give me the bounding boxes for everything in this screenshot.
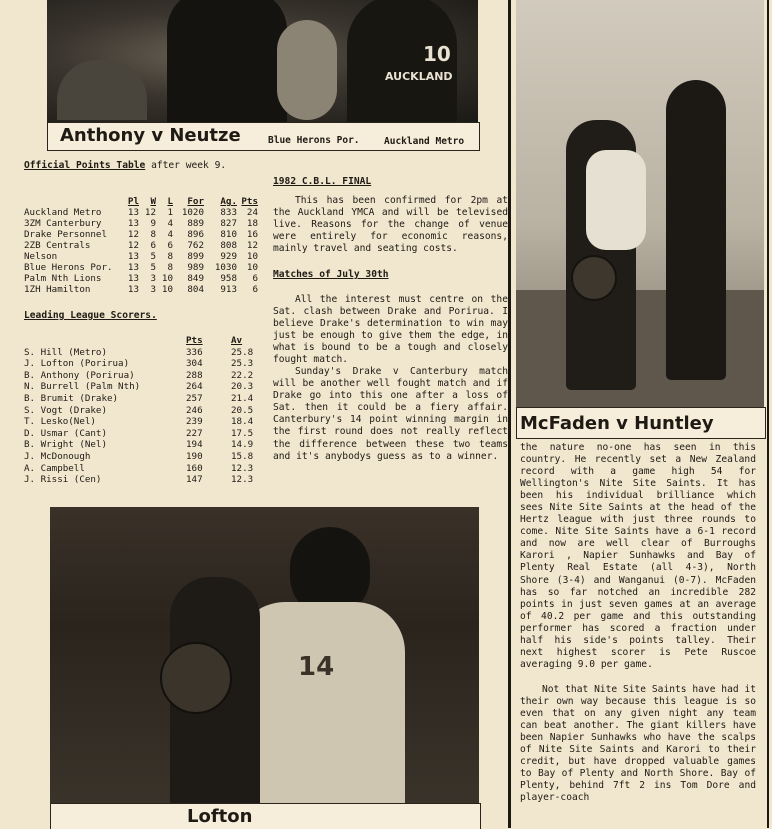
scorer-av: 14.9 bbox=[231, 439, 254, 451]
scorer-pts: 304 bbox=[186, 358, 203, 370]
scorer-av: 17.5 bbox=[231, 427, 254, 439]
scorer-av: 25.3 bbox=[231, 358, 254, 370]
table-cell: 12 bbox=[144, 207, 156, 218]
team-name: Nelson bbox=[24, 251, 58, 262]
table-row bbox=[24, 229, 261, 240]
table-cell: 6 bbox=[150, 240, 156, 251]
player-figure bbox=[167, 0, 287, 122]
list-item bbox=[24, 405, 261, 417]
team-name: 1ZH Hamilton bbox=[24, 284, 91, 295]
table-cell: 12 bbox=[127, 229, 139, 240]
scorer-name: B. Anthony (Porirua) bbox=[24, 369, 135, 381]
table-row bbox=[24, 251, 261, 262]
column-divider bbox=[508, 0, 511, 828]
scorer-name: A. Campbell bbox=[24, 462, 85, 474]
right-paragraph-1: the nature no-one has seen in this country. He recently set a New Zealand record with a game high 54 for Wellington's Nite Site Saints. It has been his individual brilliance which sees Nite Site Saints at the head of the Hertz league with just three rounds to come. Nite Site Saints have a 6-1 record and now are well clear of Burroughs Karori , Napier Sunhawks and Bay of Plenty Real Estate (all 4-3), North Shore (3-4) and Wanganui (0-7). McFaden has so far notched an incredible 282 points in just seven games at an average of 40.2 per game and this outstanding performer has scored a fraction under half his side's points talley. Their next highest scorer is Pete Ruscoe averaging 9.0 per game. bbox=[520, 442, 756, 670]
table-row bbox=[24, 262, 261, 273]
scorer-pts: 190 bbox=[186, 450, 203, 462]
scorer-pts: 288 bbox=[186, 369, 203, 381]
table-cell: 808 bbox=[220, 240, 237, 251]
table-cell: 13 bbox=[127, 251, 139, 262]
table-cell: 6 bbox=[252, 273, 258, 284]
table-cell: 810 bbox=[220, 229, 237, 240]
caption-title: Lofton bbox=[187, 806, 253, 827]
list-item bbox=[24, 416, 261, 428]
scorer-pts: 147 bbox=[186, 474, 203, 486]
scorer-av: 12.3 bbox=[231, 462, 254, 474]
points-table-header bbox=[24, 196, 261, 207]
jersey-text: AUCKLAND bbox=[385, 70, 453, 83]
table-cell: 899 bbox=[187, 251, 204, 262]
scorers-table bbox=[24, 335, 261, 486]
jersey-number: 10 bbox=[423, 42, 451, 66]
scorer-pts: 246 bbox=[186, 404, 203, 416]
scorer-name: J. McDonough bbox=[24, 450, 91, 462]
table-cell: 762 bbox=[187, 240, 204, 251]
table-cell: 13 bbox=[127, 218, 139, 229]
list-item bbox=[24, 393, 261, 405]
caption-anthony-neutze bbox=[47, 122, 480, 151]
scorers-header bbox=[24, 335, 261, 347]
caption-tag-right: Auckland Metro bbox=[384, 136, 465, 147]
table-cell: 1 bbox=[167, 207, 173, 218]
table-cell: 10 bbox=[161, 273, 173, 284]
points-table-title: Official Points Table bbox=[24, 160, 146, 171]
scorer-pts: 239 bbox=[186, 416, 203, 428]
scorer-name: J. Lofton (Porirua) bbox=[24, 358, 130, 370]
col-lost: L bbox=[167, 196, 173, 207]
table-cell: 13 bbox=[127, 262, 139, 273]
photo-lofton bbox=[50, 507, 479, 804]
table-cell: 5 bbox=[150, 251, 156, 262]
scorer-name: N. Burrell (Palm Nth) bbox=[24, 381, 141, 393]
scorer-av: 18.4 bbox=[231, 416, 254, 428]
col-pts: Pts bbox=[186, 335, 203, 346]
table-cell: 896 bbox=[187, 229, 204, 240]
table-row bbox=[24, 218, 261, 229]
basketball-icon bbox=[160, 642, 232, 714]
list-item bbox=[24, 463, 261, 475]
table-cell: 889 bbox=[187, 218, 204, 229]
caption-title: McFaden v Huntley bbox=[520, 413, 714, 434]
table-cell: 13 bbox=[127, 284, 139, 295]
team-name: Blue Herons Por. bbox=[24, 262, 113, 273]
photo-anthony-neutze bbox=[47, 0, 478, 122]
july-heading: Matches of July 30th bbox=[273, 269, 389, 280]
table-cell: 849 bbox=[187, 273, 204, 284]
table-cell: 10 bbox=[161, 284, 173, 295]
table-cell: 12 bbox=[127, 240, 139, 251]
table-row bbox=[24, 240, 261, 251]
scorer-pts: 257 bbox=[186, 392, 203, 404]
july-paragraph-2: Sunday's Drake v Canterbury match will be another well fought match and if Drake go into this one after a loss of Sat. then it could be a fiery affair. Canterbury's 14 point winning margin in the first round does not really reflect the difference between these two teams and it's anybodys guess as to a winner. bbox=[273, 366, 508, 462]
table-row bbox=[24, 284, 261, 295]
table-cell: 6 bbox=[252, 284, 258, 295]
table-cell: 1020 bbox=[181, 207, 204, 218]
team-name: Drake Personnel bbox=[24, 229, 107, 240]
list-item bbox=[24, 428, 261, 440]
court-floor bbox=[516, 290, 764, 407]
list-item bbox=[24, 370, 261, 382]
scorers-heading: Leading League Scorers. bbox=[24, 310, 157, 321]
scorer-av: 15.8 bbox=[231, 450, 254, 462]
table-cell: 12 bbox=[246, 240, 258, 251]
table-row bbox=[24, 207, 261, 218]
table-cell: 18 bbox=[246, 218, 258, 229]
scorer-pts: 264 bbox=[186, 381, 203, 393]
table-cell: 10 bbox=[246, 262, 258, 273]
list-item bbox=[24, 381, 261, 393]
jersey-number: 14 bbox=[298, 652, 335, 682]
final-heading: 1982 C.B.L. FINAL bbox=[273, 176, 372, 187]
scorer-pts: 336 bbox=[186, 346, 203, 358]
points-table bbox=[24, 196, 261, 295]
july-paragraph-1: All the interest must centre on the Sat. clash between Drake and Porirua. I believe Drake's determination to win may just be enough to give them the edge, in what is bound to be a tough and closely fought match. bbox=[273, 294, 508, 366]
points-table-subtitle: after week 9. bbox=[145, 160, 227, 171]
table-cell: 8 bbox=[167, 262, 173, 273]
scorer-av: 25.8 bbox=[231, 346, 254, 358]
scorer-av: 20.3 bbox=[231, 381, 254, 393]
final-body: This has been confirmed for 2pm at the Auckland YMCA and will be televised live. Reasons for the change of venue were entirely for economic reasons, mainly travel and seating costs. bbox=[273, 195, 508, 255]
player-figure bbox=[586, 150, 646, 250]
team-name: Palm Nth Lions bbox=[24, 273, 102, 284]
team-name: 3ZM Canterbury bbox=[24, 218, 102, 229]
table-cell: 958 bbox=[220, 273, 237, 284]
caption-title: Anthony v Neutze bbox=[60, 125, 241, 146]
scorer-pts: 160 bbox=[186, 462, 203, 474]
col-won: W bbox=[150, 196, 156, 207]
table-cell: 4 bbox=[167, 218, 173, 229]
scorer-av: 22.2 bbox=[231, 369, 254, 381]
points-table-heading bbox=[24, 160, 226, 171]
table-cell: 1030 bbox=[214, 262, 237, 273]
basketball-icon bbox=[571, 255, 617, 301]
table-cell: 4 bbox=[167, 229, 173, 240]
list-item bbox=[24, 474, 261, 486]
table-cell: 3 bbox=[150, 273, 156, 284]
scorer-name: J. Rissi (Cen) bbox=[24, 474, 102, 486]
table-cell: 833 bbox=[220, 207, 237, 218]
table-cell: 804 bbox=[187, 284, 204, 295]
player-figure bbox=[666, 80, 726, 380]
col-points: Pts bbox=[241, 196, 258, 207]
table-cell: 10 bbox=[246, 251, 258, 262]
col-for: For bbox=[187, 196, 204, 207]
list-item bbox=[24, 347, 261, 359]
caption-tag-left: Blue Herons Por. bbox=[268, 135, 360, 146]
table-cell: 827 bbox=[220, 218, 237, 229]
team-name: 2ZB Centrals bbox=[24, 240, 91, 251]
table-cell: 13 bbox=[127, 207, 139, 218]
table-cell: 3 bbox=[150, 284, 156, 295]
scorer-name: T. Lesko(Nel) bbox=[24, 416, 96, 428]
caption-mcfaden-huntley bbox=[516, 407, 766, 439]
table-cell: 913 bbox=[220, 284, 237, 295]
scorer-name: D. Usmar (Cant) bbox=[24, 427, 107, 439]
col-played: Pl bbox=[127, 196, 139, 207]
scorer-name: S. Vogt (Drake) bbox=[24, 404, 107, 416]
table-cell: 5 bbox=[150, 262, 156, 273]
list-item bbox=[24, 358, 261, 370]
scorer-av: 21.4 bbox=[231, 392, 254, 404]
scorer-pts: 227 bbox=[186, 427, 203, 439]
table-cell: 929 bbox=[220, 251, 237, 262]
player-figure bbox=[277, 20, 337, 120]
list-item bbox=[24, 451, 261, 463]
table-cell: 989 bbox=[187, 262, 204, 273]
scorer-name: B. Wright (Nel) bbox=[24, 439, 107, 451]
col-av: Av bbox=[231, 335, 243, 346]
table-row bbox=[24, 273, 261, 284]
table-cell: 8 bbox=[167, 251, 173, 262]
col-against: Ag. bbox=[220, 196, 237, 207]
table-cell: 13 bbox=[127, 273, 139, 284]
photo-mcfaden-huntley bbox=[516, 0, 764, 407]
table-cell: 24 bbox=[246, 207, 258, 218]
crowd-figure bbox=[57, 60, 147, 120]
scorer-av: 12.3 bbox=[231, 474, 254, 486]
table-cell: 16 bbox=[246, 229, 258, 240]
right-edge bbox=[767, 0, 769, 828]
scorer-av: 20.5 bbox=[231, 404, 254, 416]
scorer-name: B. Brumit (Drake) bbox=[24, 392, 119, 404]
team-name: Auckland Metro bbox=[24, 207, 102, 218]
player-figure bbox=[235, 602, 405, 804]
table-cell: 8 bbox=[150, 229, 156, 240]
table-cell: 9 bbox=[150, 218, 156, 229]
list-item bbox=[24, 439, 261, 451]
right-paragraph-2: Not that Nite Site Saints have had it their own way because this league is so even that on any given night any team can beat another. The giant killers have been Napier Sunhawks who have the scalps of Nite Site Saints and Karori to their credit, but have dropped valuable games to Bay of Plenty and North Shore. Bay of Plenty, behind 7ft 2 ins Tom Dore and player-coach bbox=[520, 684, 756, 804]
scorer-pts: 194 bbox=[186, 439, 203, 451]
table-cell: 6 bbox=[167, 240, 173, 251]
scorer-name: S. Hill (Metro) bbox=[24, 346, 107, 358]
caption-lofton bbox=[50, 803, 481, 829]
